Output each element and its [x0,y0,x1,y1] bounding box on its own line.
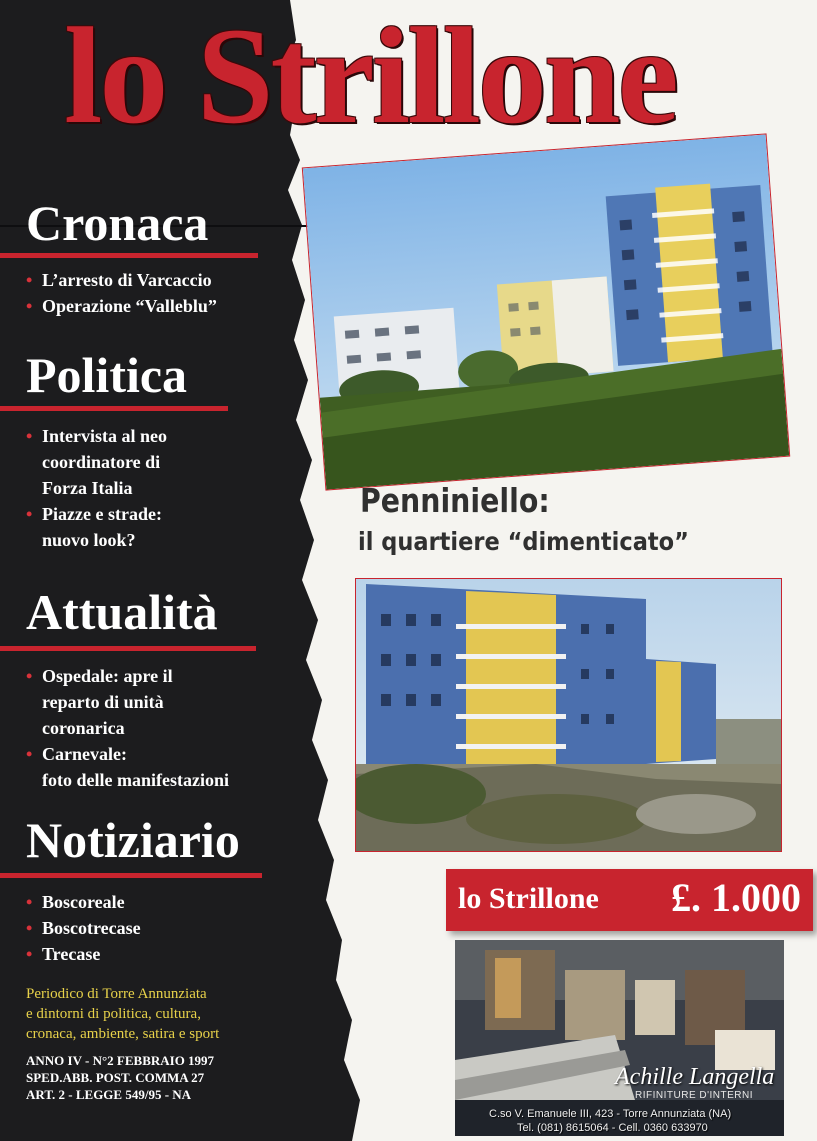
feature-subhead: il quartiere “dimenticato” [358,527,689,556]
list-item: Forza Italia [42,478,133,498]
ad-subtitle: RIFINITURE D'INTERNI [635,1090,754,1101]
feature-photo-bottom [355,578,782,852]
feature-headline: Penniniello: [360,481,550,520]
bullet-icon: • [26,426,33,446]
tagline: Periodico di Torre Annunziata e dintorni di politica, cultura, cronaca, ambiente, satira e sport [26,986,220,1042]
bullet-icon: • [26,918,33,938]
section-list-cronaca [26,267,217,319]
issue-info: ANNO IV - N°2 FEBBRAIO 1997 SPED.ABB. POST. COMMA 27 ART. 2 - LEGGE 549/95 - NA [26,1053,215,1102]
section-list-notiziario [26,889,141,967]
ad-address: C.so V. Emanuele III, 423 - Torre Annunziata (NA) [489,1108,732,1120]
section-list-attualita [26,663,229,793]
list-item: foto delle manifestazioni [42,770,229,790]
bullet-icon: • [26,744,33,764]
bullet-icon: • [26,296,33,316]
bullet-icon: • [26,944,33,964]
section-title-notiziario: Notiziario [26,812,240,868]
section-rule [0,873,262,878]
list-item: • Boscotrecase [26,915,141,941]
list-item: • Boscoreale [26,889,141,915]
list-item: coronarica [42,718,125,738]
section-rule [0,406,228,411]
ad-business-name: Achille Langella [615,1064,775,1090]
bullet-icon: • [26,270,33,290]
list-item: • Ospedale: apre il [26,663,229,689]
section-title-politica: Politica [26,347,188,403]
list-item: • Intervista al neo [26,423,167,449]
section-title-attualita: Attualità [26,584,218,640]
ad-phone: Tel. (081) 8615064 - Cell. 0360 633970 [517,1122,708,1134]
list-item: reparto di unità [42,692,164,712]
bullet-icon: • [26,666,33,686]
advertisement [455,940,784,1136]
section-rule [0,646,256,651]
price-banner [446,869,813,931]
section-rule [0,253,258,258]
feature-photo-top [302,133,790,490]
list-item: • Carnevale: [26,741,229,767]
ad-photo [455,940,784,1136]
list-item: • L’arresto di Varcaccio [26,267,217,293]
price-title: lo Strillone [458,882,599,915]
section-title-cronaca: Cronaca [26,195,209,251]
list-item: • Trecase [26,941,141,967]
list-item: • Piazze e strade: [26,501,167,527]
bullet-icon: • [26,504,33,524]
list-item: nuovo look? [42,530,136,550]
section-list-politica [26,423,167,553]
masthead-title: lo Strillone [64,0,676,152]
list-item: coordinatore di [42,452,161,472]
price-value: £. 1.000 [671,875,801,920]
bullet-icon: • [26,892,33,912]
list-item: • Operazione “Valleblu” [26,293,217,319]
